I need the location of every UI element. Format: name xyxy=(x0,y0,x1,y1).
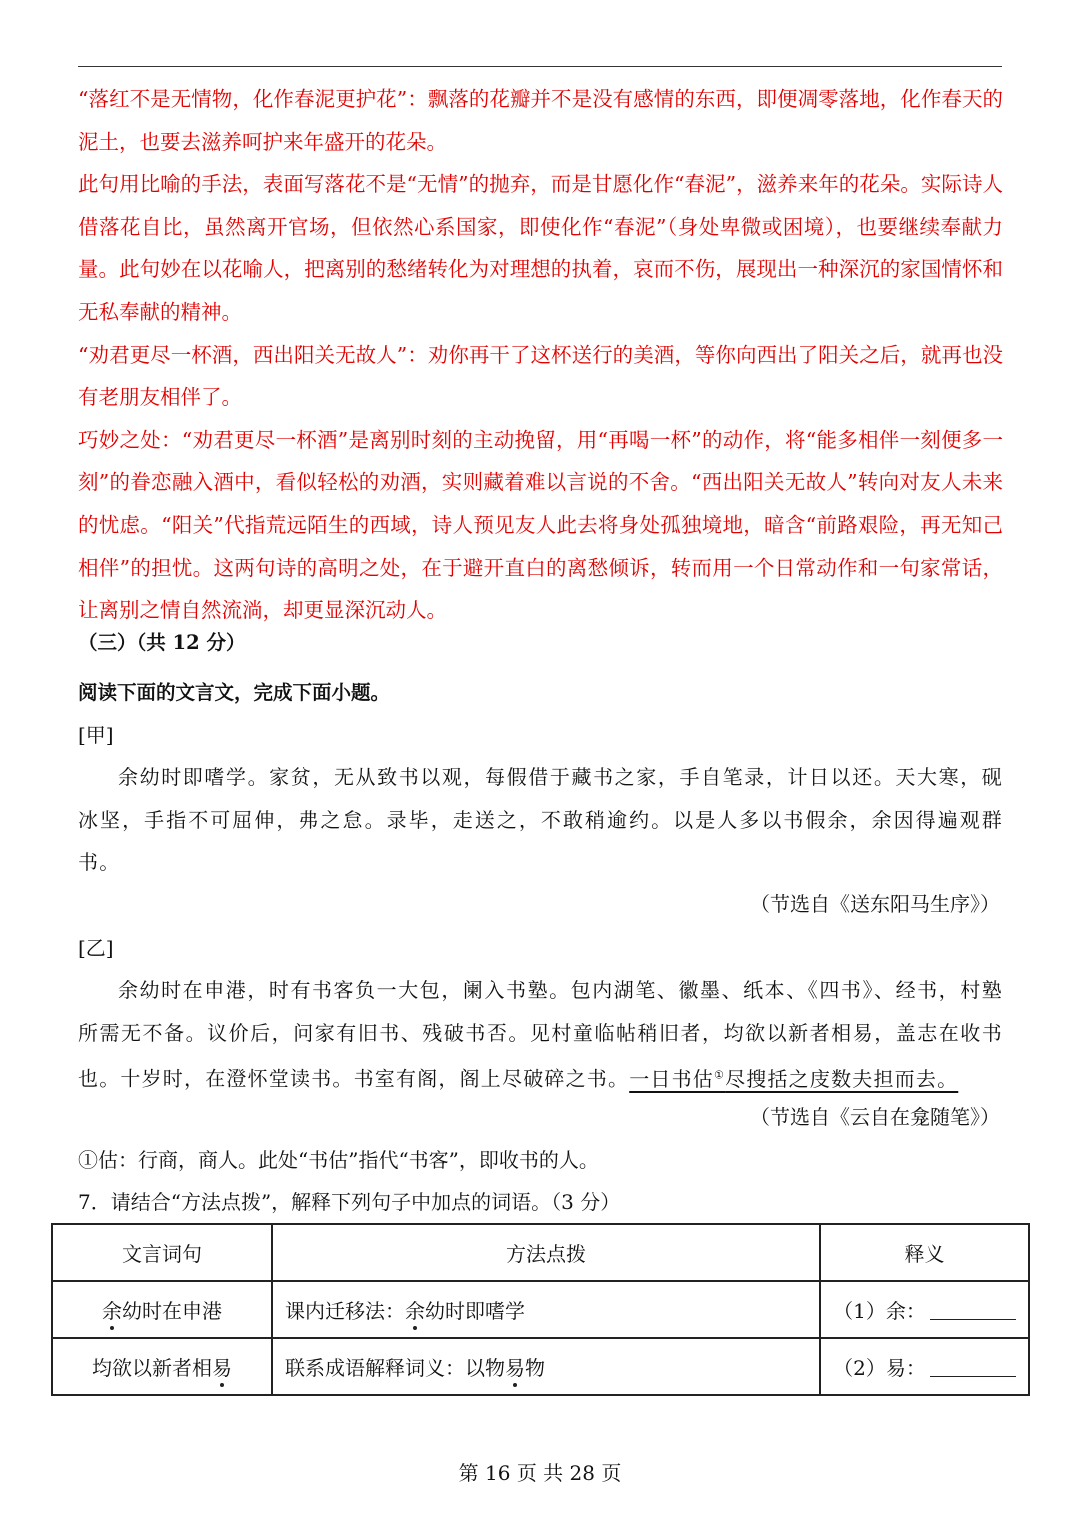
row1-phrase: 余幼时在申港 xyxy=(52,1281,272,1338)
row2-phrase: 均欲以新者相易 xyxy=(52,1338,272,1395)
answer-analysis xyxy=(78,78,1003,632)
answer-blank-2[interactable] xyxy=(930,1376,1016,1377)
table-header-row xyxy=(52,1224,1029,1281)
answer-paragraph-2: 此句用比喻的手法，表面写落花不是“无情”的抛弃，而是甘愿化作“春泥”，滋养来年的花朵。实际诗人借落花自比，虽然离开官场，但依然心系国家，即使化作“春泥”（身处卑微或困境），也要继续奉献力量。此句妙在以花喻人，把离别的愁绪转化为对理想的执着，哀而不伤，展现出一种深沉的家国情怀和无私奉献的精神。 xyxy=(78,172,1003,324)
passage-a-label: [甲] xyxy=(78,723,114,747)
passage-a xyxy=(78,756,1003,884)
answer-table xyxy=(51,1223,1030,1396)
question-7: 7．请结合“方法点拨”，解释下列句子中加点的词语。（3 分） xyxy=(78,1190,621,1214)
passage-b-paragraph xyxy=(78,969,1003,1100)
dotted-char: 余 xyxy=(102,1299,122,1323)
underlined-sentence: 一日书估①尽搜括之庋数夫担而去。 xyxy=(629,1066,959,1091)
dotted-char: 易 xyxy=(212,1356,232,1380)
header-meaning: 释义 xyxy=(820,1224,1029,1281)
header-rule xyxy=(78,66,1002,67)
passage-b-label: [乙] xyxy=(78,936,114,960)
table-row xyxy=(52,1338,1029,1395)
passage-b-source: （节选自《云自在龛随笔》） xyxy=(750,1105,1000,1129)
answer-paragraph-3: “劝君更尽一杯酒，西出阳关无故人”：劝你再干了这杯送行的美酒，等你向西出了阳关之后，就再也没有老朋友相伴了。 xyxy=(78,342,1003,410)
row2-answer: （2）易： xyxy=(820,1338,1029,1395)
footnote: ①估：行商，商人。此处“书估”指代“书客”，即收书的人。 xyxy=(78,1148,599,1172)
passage-a-text: 余幼时即嗜学。家贫，无从致书以观，每假借于藏书之家，手自笔录，计日以还。天大寒，砚冰坚，手指不可屈伸，弗之怠。录毕，走送之，不敢稍逾约。以是人多以书假余，余因得遍观群书。 xyxy=(78,765,1003,874)
passage-b-text: 余幼时在申港，时有书客负一大包，阑入书塾。包内湖笔、徽墨、纸本、《四书》、经书，村塾所需无不备。议价后，问家有旧书、残破书否。见村童临帖稍旧者，均欲以新者相易，盖志在收书也。十岁时，在澄怀堂读书。书室有阁，阁上尽破碎之书。 xyxy=(78,978,1003,1091)
row1-answer: （1）余： xyxy=(820,1281,1029,1338)
row1-method: 课内迁移法：余幼时即嗜学 xyxy=(272,1281,820,1338)
reading-instruction: 阅读下面的文言文，完成下面小题。 xyxy=(78,681,391,704)
row2-method: 联系成语解释词义：以物易物 xyxy=(272,1338,820,1395)
table-row xyxy=(52,1281,1029,1338)
dotted-char: 余 xyxy=(405,1299,425,1323)
answer-paragraph-1: “落红不是无情物，化作春泥更护花”：飘落的花瓣并不是没有感情的东西，即便凋零落地，化作春天的泥土，也要去滋养呵护来年盛开的花朵。 xyxy=(78,87,1003,154)
passage-a-source: （节选自《送东阳马生序》） xyxy=(750,892,1000,916)
footnote-marker: ① xyxy=(714,1068,726,1081)
dotted-char: 易 xyxy=(505,1356,525,1380)
page-footer: 第 16 页 共 28 页 xyxy=(458,1461,622,1485)
header-phrase: 文言词句 xyxy=(52,1224,272,1281)
passage-b xyxy=(78,969,1003,1100)
header-method: 方法点拨 xyxy=(272,1224,820,1281)
answer-paragraph-4: 巧妙之处：“劝君更尽一杯酒”是离别时刻的主动挽留，用“再喝一杯”的动作，将“能多相伴一刻便多一刻”的眷恋融入酒中，看似轻松的劝酒，实则藏着难以言说的不舍。“西出阳关无故人”转向对友人未来的忧虑。“阳关”代指荒远陌生的西域，诗人预见友人此去将身处孤独境地，暗含“前路艰险，再无知己相伴”的担忧。这两句诗的高明之处，在于避开直白的离愁倾诉，转而用一个日常动作和一句家常话，让离别之情自然流淌，却更显深沉动人。 xyxy=(78,427,1003,623)
section-title: （三）（共 12 分） xyxy=(78,631,246,654)
answer-blank-1[interactable] xyxy=(930,1319,1016,1320)
